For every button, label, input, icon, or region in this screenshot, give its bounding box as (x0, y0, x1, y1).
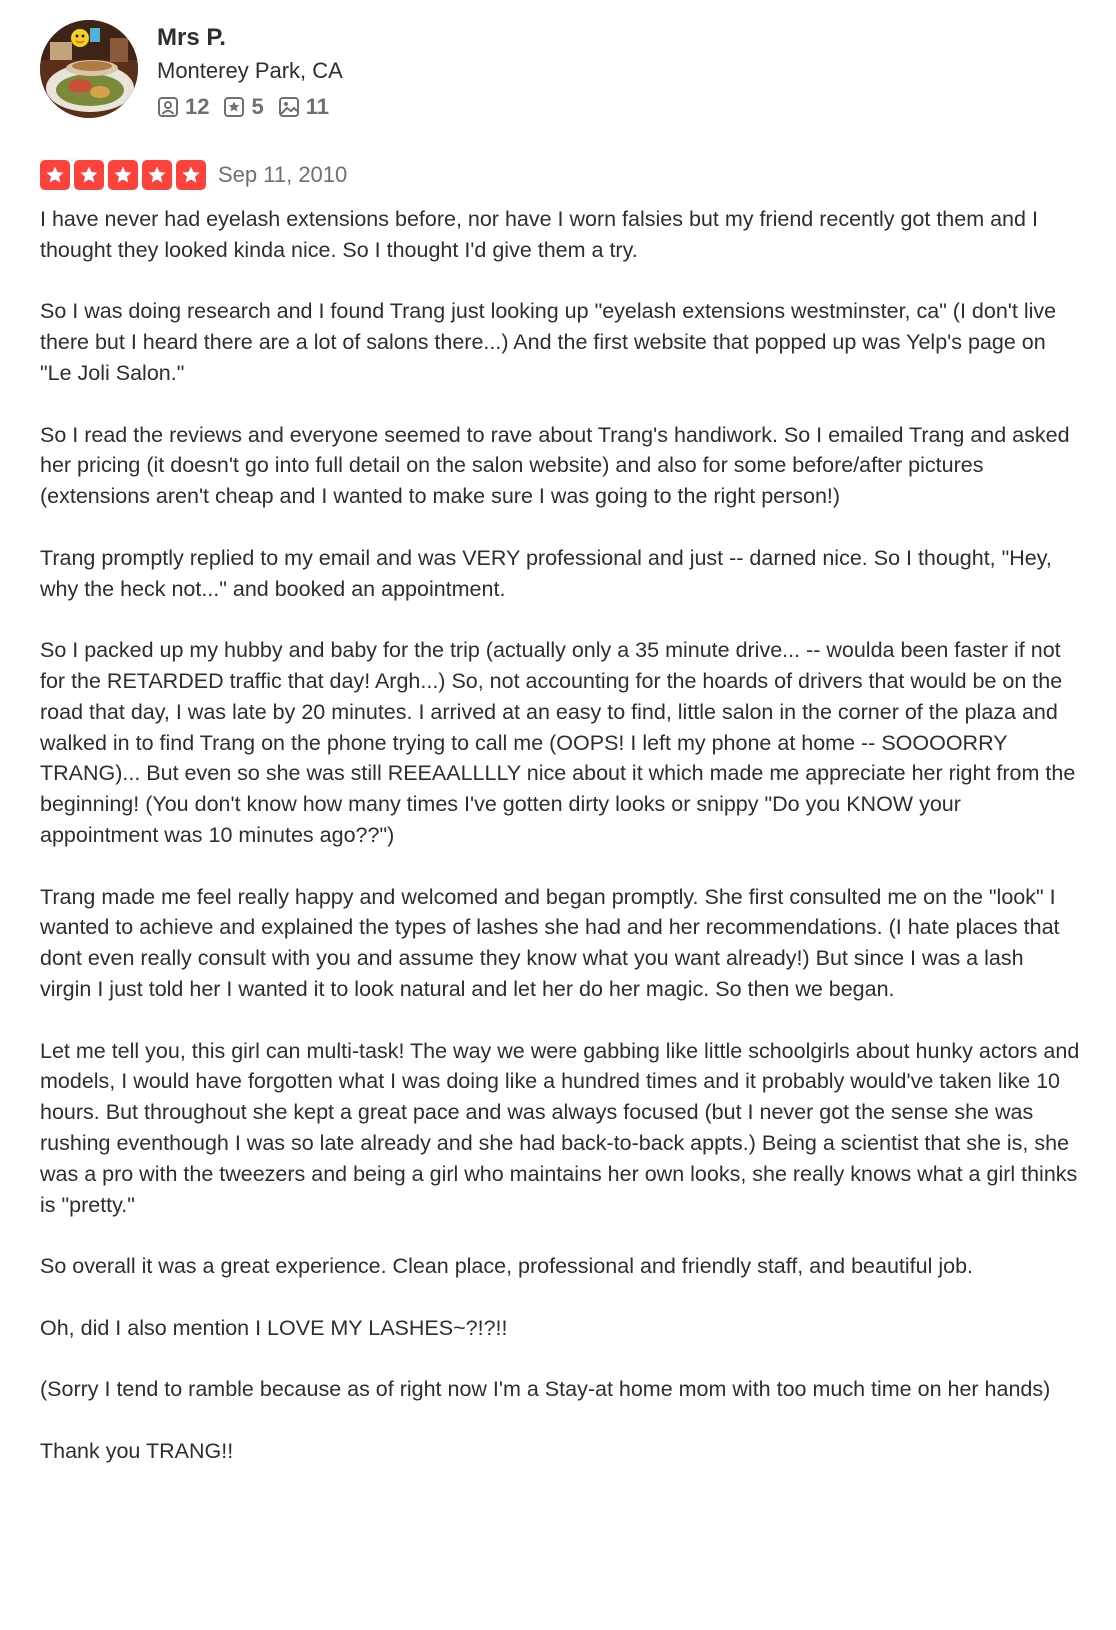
review-card (40, 20, 1080, 1497)
star-rating (40, 160, 210, 190)
avatar[interactable] (40, 20, 138, 118)
review-paragraph: Trang made me feel really happy and welcomed and began promptly. She first consulted me on the "look" I wanted to achieve and explained the types of lashes she had and her recommendations. (I hate places that dont even really consult with you and assume they know what you want already!) But since I was a lash virgin I just told her I wanted it to look natural and let her do her magic. So then we began. (40, 884, 1060, 1001)
review-paragraph: So I read the reviews and everyone seemed to rave about Trang's handiwork. So I emailed Trang and asked her pricing (it doesn't go into full detail on the salon website) and also for some before/after pictures (extensions aren't cheap and I wanted to make sure I was going to the right person!) (40, 422, 1070, 509)
star-icon (40, 160, 70, 190)
review-star-icon (223, 96, 245, 118)
review-paragraph: Let me tell you, this girl can multi-task! The way we were gabbing like little schoolgirls about hunky actors and models, I would have forgotten what I was doing like a hundred times and it probably would've taken like 10 hours. But throughout she kept a great pace and was always focused (but I never got the sense she was rushing eventhough I was so late already and she had back-to-back appts.) Being a scientist that she is, she was a pro with the tweezers and being a girl who maintains her own looks, she really knows what a girl thinks is "pretty." (40, 1038, 1080, 1217)
star-icon (74, 160, 104, 190)
review-paragraph: So I packed up my hubby and baby for the trip (actually only a 35 minute drive... -- woulda been faster if not for the RETARDED traffic that day! Argh...) So, not accounting for the hoards of drivers that would be on the road that day, I was late by 20 minutes. I arrived at an easy to find, little salon in the corner of the plaza and walked in to find Trang on the phone trying to call me (OOPS! I left my phone at home -- SOOOORRY TRANG)... But even so she was still REEAALLLLY nice about it which made me appreciate her right from the beginning! (You don't know how many times I've gotten dirty looks or snippy "Do you KNOW your appointment was 10 minutes ago??") (40, 638, 1076, 847)
star-icon (108, 160, 138, 190)
rating-row (40, 158, 1080, 192)
review-paragraph: I have never had eyelash extensions before, nor have I worn falsies but my friend recently got them and I thought they looked kinda nice. So I thought I'd give them a try. (40, 207, 1038, 262)
review-paragraph: So overall it was a great experience. Clean place, professional and friendly staff, and beautiful job. (40, 1254, 974, 1279)
photos-count: 11 (305, 94, 329, 119)
review-date: Sep 11, 2010 (218, 162, 348, 187)
review-paragraph: Trang promptly replied to my email and was VERY professional and just -- darned nice. So I thought, "Hey, why the heck not..." and booked an appointment. (40, 545, 1052, 601)
review-paragraph: Oh, did I also mention I LOVE MY LASHES~?!?!! (40, 1315, 508, 1340)
photo-icon (278, 96, 300, 118)
user-passport (40, 20, 1080, 140)
user-name[interactable]: Mrs P. (157, 24, 226, 51)
reviews-stat (223, 92, 263, 122)
friends-count: 12 (185, 94, 210, 119)
star-icon (142, 160, 172, 190)
photos-stat (278, 92, 329, 122)
avatar-photo-icon (40, 20, 138, 118)
reviews-count: 5 (251, 94, 264, 119)
friends-stat (157, 92, 209, 122)
user-location: Monterey Park, CA (157, 58, 343, 83)
review-text (40, 204, 1080, 1467)
user-stats (157, 92, 343, 122)
friends-icon (157, 96, 179, 118)
star-icon (176, 160, 206, 190)
review-paragraph: So I was doing research and I found Trang just looking up "eyelash extensions westminster, ca" (I don't live there but I heard there are a lot of salons there...) And the first website that popped up was Yelp's page on "Le Joli Salon." (40, 299, 1057, 385)
review-paragraph: (Sorry I tend to ramble because as of right now I'm a Stay-at home mom with too much time on her hands) (40, 1377, 1051, 1402)
review-paragraph: Thank you TRANG!! (40, 1438, 234, 1463)
